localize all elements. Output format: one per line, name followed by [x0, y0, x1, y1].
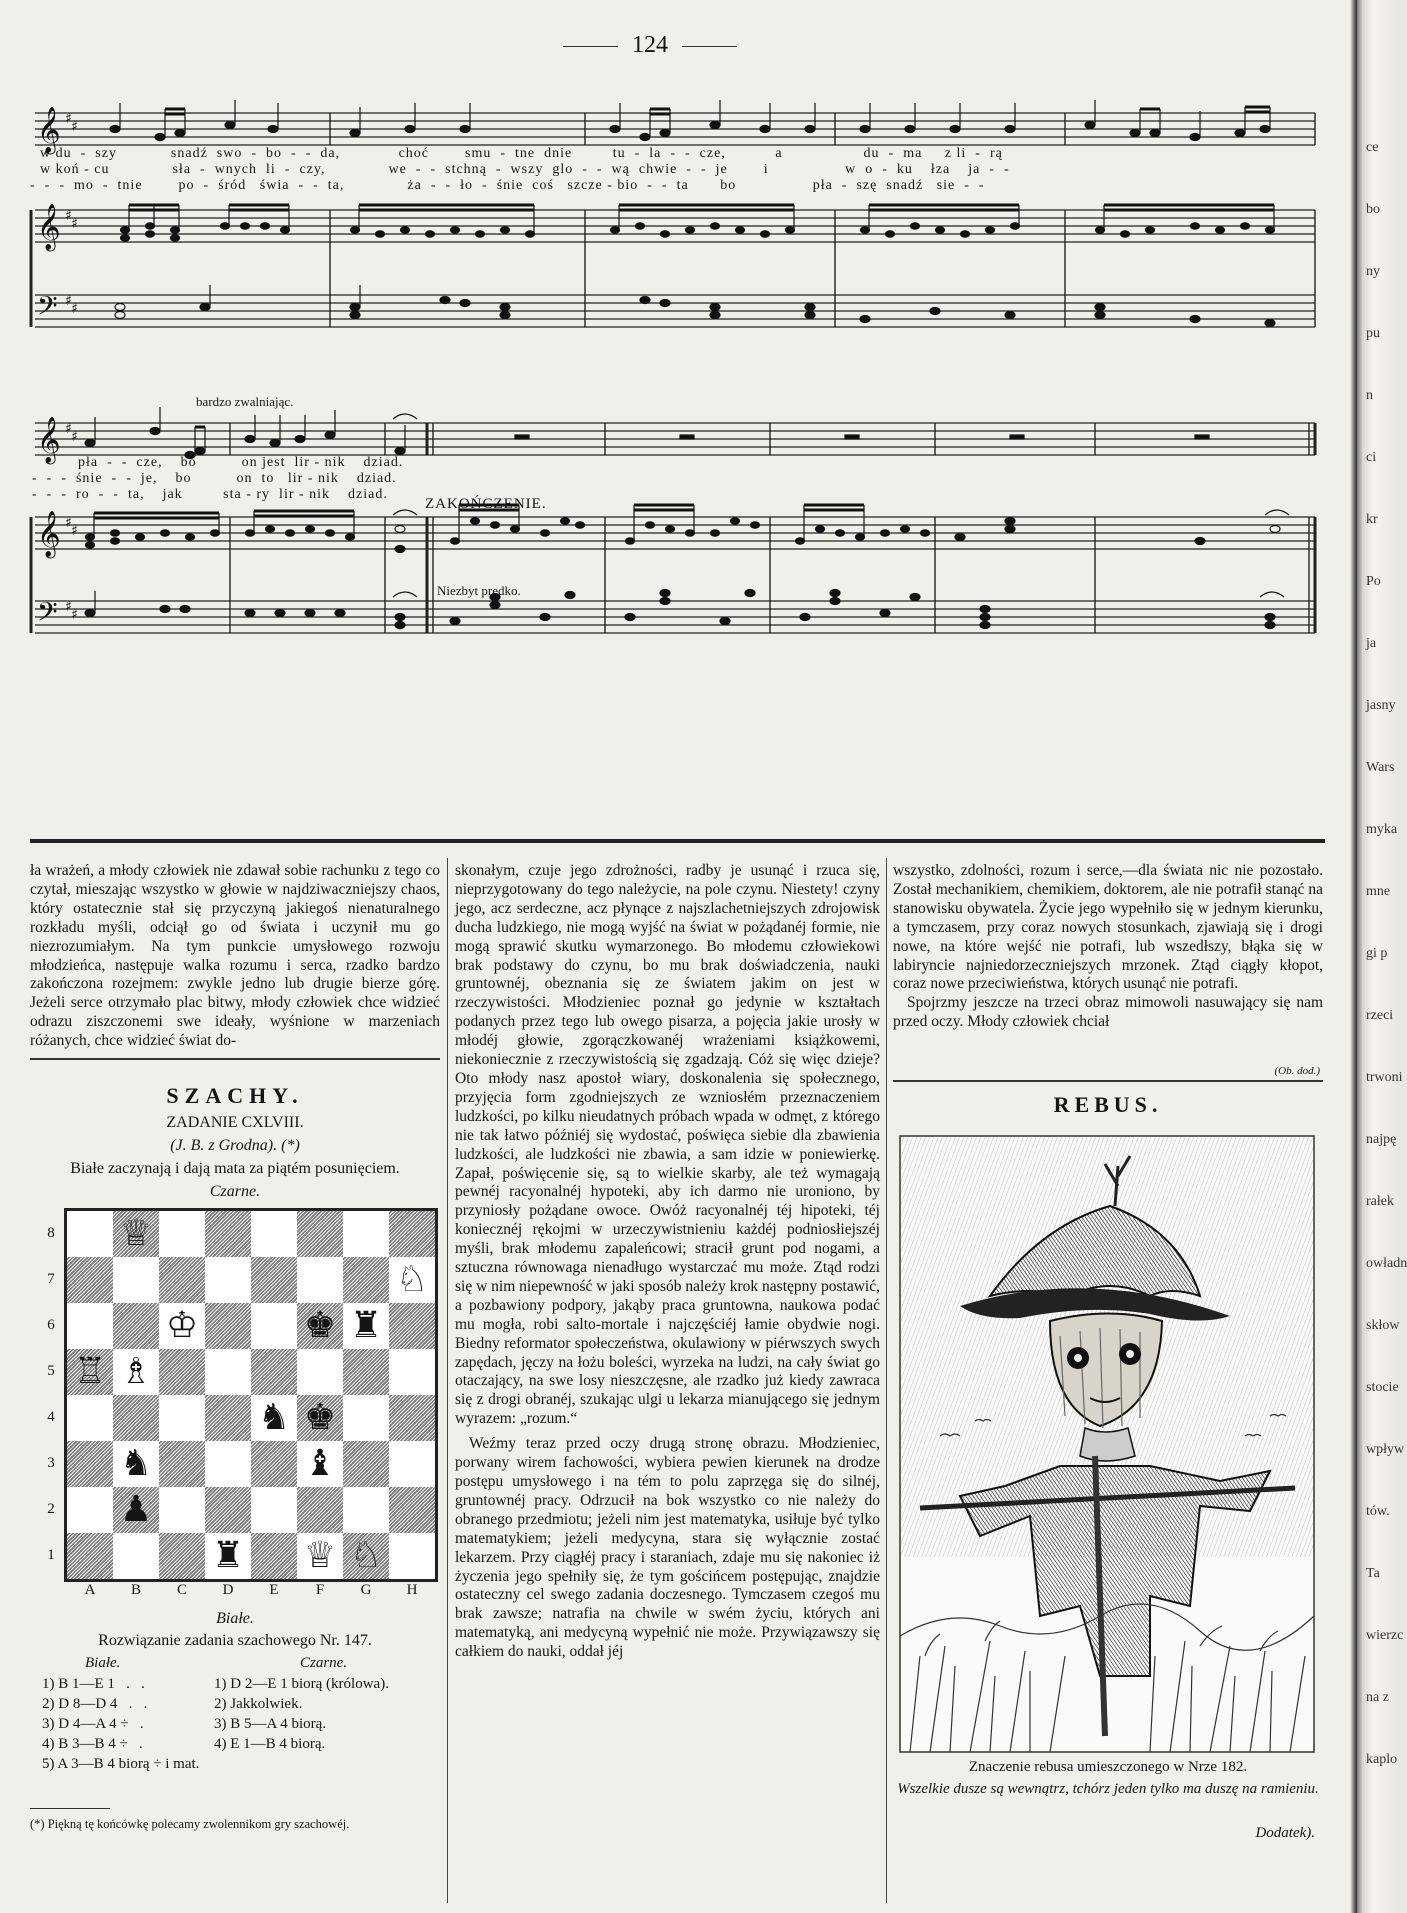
- rank-label: 1: [47, 1547, 55, 1563]
- edge-text-fragment: stocie: [1366, 1380, 1399, 1395]
- board-square-a7: [67, 1257, 113, 1303]
- rebus-heading: REBUS.: [1053, 1092, 1163, 1117]
- edge-text-fragment: gi p: [1366, 946, 1388, 961]
- chess-piece-icon: ♜: [349, 1305, 383, 1346]
- board-square-e7: [251, 1257, 297, 1303]
- music-score-system-2: [25, 405, 1325, 655]
- chess-piece-icon: ♟: [119, 1489, 153, 1530]
- bass-clef-icon: 𝄢: [37, 290, 58, 328]
- board-square-b8: [113, 1211, 159, 1257]
- board-square-e1: [251, 1533, 297, 1579]
- board-square-d6: [205, 1303, 251, 1349]
- board-square-d4: [205, 1395, 251, 1441]
- chess-piece-icon: ♘: [349, 1535, 383, 1576]
- edge-text-fragment: Po: [1366, 574, 1381, 589]
- svg-text:♯: ♯: [71, 607, 78, 623]
- board-square-f1: [297, 1533, 343, 1579]
- board-square-f3: [297, 1441, 343, 1487]
- board-square-e6: [251, 1303, 297, 1349]
- board-square-h5: [389, 1349, 435, 1395]
- board-square-d7: [205, 1257, 251, 1303]
- section-label-zakonczenie: ZAKOŃCZENIE.: [425, 496, 547, 512]
- board-square-g5: [343, 1349, 389, 1395]
- column-rule: [447, 858, 448, 1903]
- board-square-d1: [205, 1533, 251, 1579]
- rank-label: 6: [47, 1317, 55, 1333]
- chess-solution-title: Rozwiązanie zadania szachowego Nr. 147.: [98, 1632, 372, 1649]
- chess-black-label: Czarne.: [209, 1183, 261, 1200]
- chess-white-label: Białe.: [216, 1610, 254, 1627]
- board-square-a8: [67, 1211, 113, 1257]
- board-square-a2: [67, 1487, 113, 1533]
- article-paragraph: Spojrzmy jeszcze na trzeci obraz mimowoli nasuwający się nam przed oczy. Młody człowiek chciał: [893, 994, 1323, 1031]
- chess-piece-icon: ♜: [211, 1535, 245, 1576]
- svg-text:♯: ♯: [71, 301, 78, 317]
- board-square-g4: [343, 1395, 389, 1441]
- edge-text-fragment: kr: [1366, 512, 1378, 527]
- board-square-a3: [67, 1441, 113, 1487]
- board-square-f5: [297, 1349, 343, 1395]
- edge-text-fragment: owładn: [1366, 1256, 1407, 1271]
- continued-note: (Ob. dod.): [1274, 1065, 1320, 1077]
- rebus-scarecrow-illustration: [900, 1136, 1314, 1752]
- edge-text-fragment: kaplo: [1366, 1752, 1398, 1767]
- board-square-a1: [67, 1533, 113, 1579]
- board-square-f7: [297, 1257, 343, 1303]
- treble-clef-icon: 𝄞: [37, 204, 61, 250]
- board-square-g8: [343, 1211, 389, 1257]
- newspaper-page: 124 𝄞 𝄞 𝄢 ♯ ♯ ♯ ♯ ♯ ♯ w du - szy snadź swo - bo - - da, choć smu - tne dnie tu - la - - cze, a du - ma z li - rą w koń - cu sła - wnych li - czy, we - - stchną - wszy glo - - wą chwie - - je i w o - ku łza ja - - - - - mo - tnie po - śród świa - - ta, ża - - ło - śnie coś szcze - bio - - ta bo pła - szę snadź sie - - bardzo zwalniając. 𝄞 𝄞 𝄢 ♯ ♯ ♯ ♯ ♯ ♯ pła - - cze, bo on jest lir - nik dziad. - - - śnie - - je, bo on to lir - nik dziad. - - - ro - - ta, jak sta - ry lir - nik dziad. ZAKOŃCZENIE. Niezbyt prędko. ła wrażeń, a młody człowiek nie zdawał sobie rachunku z tego co czytał, mieszając wszystko w głowie w najdziwaczniejszy chaos, który ostatecznie stał się przyczyną jakiegoś nienaturalnego rozkładu myśli, odciął go od świata i uczynił mu go niezrozumiałym. Na tym punkcie umysłowego rozwoju młodzieńca, następuje walka rozumu i serca, rzadko bardzo zakończona rozejmem: zwykle jedno lub drugie bierze górę. Jeżeli serce otrzymało plac bitwy, młody człowiek chce widzieć odrazu ziszczonemi swe ideały, wyśnione w marzeniach różanych, chce widzieć świat do- SZACHY. ZADANIE CXLVIII. (J. B. z Grodna). (*) Białe zaczynają i dają mata za piątém posunięciem. Czarne. ♕ ♘ ♔ ♚ ♜ ♖ ♗ ♞ ♚ ♞ ♝ ♟ ♜ ♕ ♘ 8 7 6 5 4 3 2 1 A B C D E F G H Białe. Rozwiązanie zadania szachowego Nr. 147. Białe. Czarne. 1) B 1—E 1 . . 1) D 2—E 1 biorą (królowa). 2) D 8—D 4 . . 2) Jakkolwiek. 3) D 4—A 4 ÷ . 3) B 5—A 4 biorą. 4) B 3—B 4 ÷ . 4) E 1—B 4 biorą. 5) A 3—B 4 biorą ÷ i mat. (*) Piękną tę końcówkę polecamy zwolennikom gry szachowéj. skonałym, czuje jego zdrożności, radby je usunąć i rzuca się, nieprzygotowany do tego należycie, na pole czynu. Niestety! czyny jego, acz serdeczne, acz płynące z najszlachetniejszych zdrojowisk ducha ludzkiego, nie mogą wyjść na świat w pożądanéj formie, nie mogą sprawić skutku wymarzonego. Bo młodemu człowiekowi brak podstawy do czynu, bo mu brak doświadczenia, nauki gruntownéj, obeznania się ze światem jakim on jest w rzeczywistości. Młodzieniec poznał go jedynie w kształtach podanych przez tego lub owego pisarza, a pojęcia jakie urosły w młodéj głowie, zgorączkowanéj wrażeniami książkowemi, niekoniecznie z rzeczywistością się zgadzają. Cóż się więc dzieje? Oto młody nasz apostoł wiary, doskonalenia się społecznego, przyjęcia form zgodniejszych ze wzniosłém przeznaczeniem ludzkości, po kilku nieudatnych próbach wpada w odmęt, z którego nie tak łatwo późniéj się wydostać, poświęca siebie dla zbawienia ludzkości, ale ludzkości nie zbawia, a sam idzie w poniewierkę. Zapał, poświęcenie się, są to wielkie skarby, ale też wymagają pewnéj racyonalnéj hypoteki, aby ich darmo nie uroniono, by przyniosły pożądane owoce. Owóż racyonalnéj téj hipoteki, téj koniecznéj rękojmi w urzeczywistnieniu każdéj podniosłiejszéj myśli, brak młodemu zapaleńcowi; stracił grunt pod nogami, a sztuczna równowaga nienadługo wystarczać mu może. Ztąd rodzi się w nim niepewność w jaki sposób należy krok następny postawić, a pozbawiony podpory, jakąby praca gruntowna, naukowa podać mu mogła, robi salto-mortale i najczęściéj łamie obydwie nogi. Biedny reformator społeczeństwa, okulawiony w piérwszych swych zapędach, jęczy na łożu boleści, wyrzeka na ludzi, na cały świat go otaczający, na swe losy nieszczęsne, ale rzadko już kiedy zawraca się z drogi obranéj, szukając ulgi u lekarza mianującego się jednym wyrazem: „rozum.“ Weźmy teraz przed oczy drugą stronę obrazu. Młodzieniec, porwany wirem fachowości, wybiera pewien kierunek na drodze postępu umysłowego i na tém to polu zaprzęga się do silnéj, gruntownéj pracy. Odrzucił na bok wszystko co nie należy do obranego przedmiotu; jeżeli nim jest matematyka, usiłuje być tylko matematykiem; jeżeli medycyna, stara się wyłącznie zostać lekarzem. Przy ciągłéj pracy i staraniach, zdaje mu się nakoniec iż życzenia jego spełniły się, że tym gościńcem postępując, znajdzie ostateczny cel swego zadania doczesnego. Tymczasem czegoś mu brak zawsze; natrafia na chwile w swém życiu, których ani matematyką, ani medycyną wypełnić nie może. Przywiązawszy się całkiem do nauki, oddał jéj wszystko, zdolności, rozum i serce,—dla świata nic nie pozostało. Został mechanikiem, chemikiem, doktorem, ale nie potrafił stanąć na stanowisku obywatela. Życie jego wypełniło się w jednym kierunku, a tymczasem, przy coraz nowych stosunkach, zjawiają się i drogi nowe, na które wejść nie potrafi, lub wszedłszy, błąka się w labiryncie najniedorzeczniejszych mrzonek. Ztąd ciągły kłopot, coraz nowe przeciwieństwa, których usunąć nie potrafi. Spojrzmy jeszcze na trzeci obraz mimowoli nasuwający się nam przed oczy. Młody człowiek chciał (Ob. dod.) REBUS. Znaczenie rebusa umieszczonego w Nrze 182. Wszelkie dusze są wewnątrz, tchórz jeden tylko ma duszę na ramieniu. Dodatek). ce bo ny pu n ci kr Po ja jasny Wars myka mne gi p rzeci trwoni najpę rałek owładn skłow stocie wpływ tów. Ta wierzc na z kaplo: [0, 0, 1398, 1913]
- board-square-d2: [205, 1487, 251, 1533]
- rank-label: 8: [47, 1225, 55, 1241]
- board-square-g3: [343, 1441, 389, 1487]
- edge-text-fragment: wierzc: [1366, 1628, 1404, 1643]
- piano-notes-1: [115, 205, 1275, 327]
- rebus-signature: Dodatek).: [1255, 1825, 1315, 1841]
- chess-heading: SZACHY.: [166, 1083, 304, 1108]
- edge-text-fragment: najpę: [1366, 1132, 1397, 1147]
- chess-piece-icon: ♕: [303, 1535, 337, 1576]
- file-label: E: [269, 1582, 279, 1598]
- treble-clef-icon: 𝄞: [37, 511, 61, 557]
- board-square-a5: [67, 1349, 113, 1395]
- lyrics-line: - - - mo - tnie po - śród świa - - ta, ża - - ło - śnie coś szcze - bio - - ta bo pła - szę snadź sie - -: [30, 178, 985, 193]
- article-paragraph: ła wrażeń, a młody człowiek nie zdawał sobie rachunku z tego co czytał, mieszając wszystko w głowie w najdziwaczniejszy chaos, który ostatecznie stał się przyczyną jakiegoś nienaturalnego rozkładu myśli, odciął go od świata i uczynił mu go niezrozumiałym. Na tym punkcie umysłowego rozwoju młodzieńca, następuje walka rozumu i serca, rzadko bardzo zakończona rozejmem: zwykle jedno lub drugie bierze górę. Jeżeli serce otrzymało plac bitwy, młody człowiek chce widzieć odrazu ziszczonemi swe ideały, wyśnione w marzeniach różanych, chce widzieć świat do-: [30, 862, 440, 1050]
- chess-piece-icon: ♚: [303, 1397, 337, 1438]
- edge-text-fragment: mne: [1366, 884, 1391, 899]
- edge-text-fragment: jasny: [1366, 698, 1396, 713]
- edge-text-fragment: wpływ: [1366, 1442, 1405, 1457]
- edge-text-fragment: ny: [1366, 264, 1380, 279]
- edge-text-fragment: myka: [1366, 822, 1398, 837]
- board-square-e2: [251, 1487, 297, 1533]
- music-score-system-1: [25, 95, 1325, 335]
- solution-white-heading: Białe.: [85, 1655, 121, 1671]
- article-column-2: [455, 862, 880, 1662]
- board-square-g2: [343, 1487, 389, 1533]
- piano-bass-staff-2: [35, 601, 1315, 633]
- edge-text-fragment: ci: [1366, 450, 1377, 465]
- treble-clef-icon: 𝄞: [37, 107, 61, 153]
- board-square-h3: [389, 1441, 435, 1487]
- file-label: B: [130, 1582, 141, 1598]
- chess-piece-icon: ♗: [119, 1351, 153, 1392]
- board-square-e5: [251, 1349, 297, 1395]
- svg-text:♯: ♯: [65, 599, 72, 615]
- edge-text-fragment: pu: [1366, 326, 1380, 341]
- edge-text-fragment: rzeci: [1366, 1008, 1394, 1023]
- lyrics-line: - - - ro - - ta, jak sta - ry lir - nik dziad.: [32, 487, 388, 502]
- edge-text-fragment: Ta: [1366, 1566, 1380, 1581]
- piano-notes-2: [85, 505, 1280, 629]
- edge-text-fragment: ce: [1366, 140, 1379, 155]
- svg-text:♯: ♯: [65, 293, 72, 309]
- chess-piece-icon: ♚: [303, 1305, 337, 1346]
- board-square-c1: [159, 1533, 205, 1579]
- board-square-c8: [159, 1211, 205, 1257]
- file-label: D: [222, 1582, 234, 1598]
- chess-piece-icon: ♞: [257, 1397, 291, 1438]
- svg-text:♯: ♯: [65, 111, 72, 127]
- article-paragraph: skonałym, czuje jego zdrożności, radby je usunąć i rzuca się, nieprzygotowany do tego należycie, na pole czynu. Niestety! czyny jego, acz serdeczne, acz płynące z najszlachetniejszych zdrojowisk ducha ludzkiego, nie mogą wyjść na świat w pożądanéj formie, nie mogą sprawić skutku wymarzonego. Bo młodemu człowiekowi brak podstawy do czynu, bo mu brak doświadczenia, nauki gruntownéj, obeznania się ze światem jakim on jest w rzeczywistości. Młodzieniec poznał go jedynie w kształtach podanych przez tego lub owego pisarza, a pojęcia jakie urosły w młodéj głowie, zgorączkowanéj wrażeniami książkowemi, niekoniecznie z rzeczywistością się zgadzają. Cóż się więc dzieje? Oto młody nasz apostoł wiary, doskonalenia się społecznego, przyjęcia form zgodniejszych ze wzniosłém przeznaczeniem ludzkości, po kilku nieudatnych próbach wpada w odmęt, z którego nie tak łatwo późniéj się wydostać, poświęca siebie dla zbawienia ludzkości, ale ludzkości nie zbawia, a sam idzie w poniewierkę. Zapał, poświęcenie się, są to wielkie skarby, ale też wymagają pewnéj racyonalnéj hypoteki, aby ich darmo nie uroniono, by przyniosły pożądane owoce. Owóż racyonalnéj téj hipoteki, téj koniecznéj rękojmi w urzeczywistnieniu każdéj podniosłiejszéj myśli, brak młodemu zapaleńcowi; stracił grunt pod nogami, a sztuczna równowaga nienadługo wystarczać mu może. Ztąd rodzi się w nim niepewność w jaki sposób należy krok następny postawić, a pozbawiony podpory, jakąby praca gruntowna, naukowa podać mu mogła, robi salto-mortale i najczęściéj łamie obydwie nogi. Biedny reformator społeczeństwa, okulawiony w piérwszych swych zapędach, jęczy na łożu boleści, wyrzeka na ludzi, na cały świat go otaczający, na swe losy nieszczęsne, ale rzadko już kiedy zawraca się z drogi obranéj, szukając ulgi u lekarza mianującego się jednym wyrazem: „rozum.“: [455, 862, 880, 1428]
- board-square-b7: [113, 1257, 159, 1303]
- edge-text-fragment: tów.: [1366, 1504, 1390, 1519]
- edge-text-fragment: bo: [1366, 202, 1380, 217]
- chess-piece-icon: ♖: [73, 1351, 107, 1392]
- board-square-a6: [67, 1303, 113, 1349]
- piano-treble-staff-2: [35, 517, 1315, 549]
- adjacent-page-edge: [1362, 0, 1407, 1913]
- section-divider: [30, 839, 1325, 843]
- chess-piece-icon: ♞: [119, 1443, 153, 1484]
- file-label: C: [176, 1582, 187, 1598]
- board-square-b2: [113, 1487, 159, 1533]
- file-label: H: [406, 1582, 418, 1598]
- page-number: 124: [540, 32, 760, 59]
- edge-text-fragment: ja: [1366, 636, 1377, 651]
- board-square-e8: [251, 1211, 297, 1257]
- rank-label: 3: [47, 1455, 55, 1471]
- board-square-h7: [389, 1257, 435, 1303]
- board-square-f6: [297, 1303, 343, 1349]
- board-square-d8: [205, 1211, 251, 1257]
- board-square-b4: [113, 1395, 159, 1441]
- chess-piece-icon: ♔: [165, 1305, 199, 1346]
- board-square-b3: [113, 1441, 159, 1487]
- board-square-c5: [159, 1349, 205, 1395]
- edge-text-fragment: trwoni: [1366, 1070, 1403, 1085]
- board-square-h6: [389, 1303, 435, 1349]
- board-square-h2: [389, 1487, 435, 1533]
- board-square-b5: [113, 1349, 159, 1395]
- article-column-1: [30, 862, 440, 1051]
- board-square-h8: [389, 1211, 435, 1257]
- board-square-f8: [297, 1211, 343, 1257]
- chess-piece-icon: ♝: [303, 1443, 337, 1484]
- file-label: G: [360, 1582, 372, 1598]
- column-1-separator: [30, 1058, 440, 1060]
- rebus-caption: Znaczenie rebusa umieszczonego w Nrze 182.: [968, 1759, 1248, 1775]
- edge-text-fragment: n: [1366, 388, 1373, 403]
- board-square-g7: [343, 1257, 389, 1303]
- rank-label: 2: [47, 1501, 55, 1517]
- chess-footnote: (*) Piękną tę końcówkę polecamy zwolennikom gry szachowéj.: [30, 1817, 350, 1831]
- board-square-b1: [113, 1533, 159, 1579]
- edge-text-fragment: skłow: [1366, 1318, 1400, 1333]
- column-3-separator: [893, 1080, 1323, 1082]
- lyrics-line: w koń - cu sła - wnych li - czy, we - - stchną - wszy glo - - wą chwie - - je i w o - ku łza ja - -: [40, 162, 1010, 177]
- chess-piece-icon: ♘: [395, 1259, 429, 1300]
- voice-notes-2: [85, 407, 1209, 459]
- chess-instruction: Białe zaczynają i dają mata za piątém posunięciem.: [70, 1160, 400, 1177]
- column-rule: [886, 858, 887, 1903]
- chess-piece-icon: ♕: [119, 1213, 153, 1254]
- board-square-g6: [343, 1303, 389, 1349]
- svg-text:♯: ♯: [65, 515, 72, 531]
- rank-label: 7: [47, 1271, 55, 1287]
- file-label: F: [315, 1582, 325, 1598]
- article-column-3: [893, 862, 1323, 1032]
- svg-text:♯: ♯: [71, 523, 78, 539]
- rebus-answer: Wszelkie dusze są wewnątrz, tchórz jeden tylko ma duszę na ramieniu.: [897, 1781, 1319, 1797]
- footnote-rule: [30, 1808, 110, 1809]
- svg-text:♯: ♯: [71, 216, 78, 232]
- lyrics-line: - - - śnie - - je, bo on to lir - nik dziad.: [32, 471, 397, 486]
- file-label: A: [84, 1582, 96, 1598]
- article-paragraph: wszystko, zdolności, rozum i serce,—dla świata nic nie pozostało. Został mechanikiem, chemikiem, doktorem, ale nie potrafił stanąć na stanowisku obywatela. Życie jego wypełniło się w jednym kierunku, a tymczasem, przy coraz nowych stosunkach, zjawiają się i drogi nowe, na które wejść nie potrafi, lub wszedłszy, błąka się w labiryncie najniedorzeczniejszych mrzonek. Ztąd ciągły kłopot, coraz nowe przeciwieństwa, których usunąć nie potrafi.: [893, 862, 1323, 993]
- chess-board: [64, 1208, 438, 1582]
- lyrics-line: w du - szy snadź swo - bo - - da, choć smu - tne dnie tu - la - - cze, a du - ma z li - rą: [40, 146, 1003, 161]
- board-square-d5: [205, 1349, 251, 1395]
- board-square-a4: [67, 1395, 113, 1441]
- piano-bass-staff-1: [35, 295, 1315, 327]
- board-square-c4: [159, 1395, 205, 1441]
- svg-text:♯: ♯: [65, 208, 72, 224]
- board-square-c6: [159, 1303, 205, 1349]
- board-square-e3: [251, 1441, 297, 1487]
- board-square-c7: [159, 1257, 205, 1303]
- solution-black-heading: Czarne.: [300, 1655, 348, 1671]
- chess-problem-number: ZADANIE CXLVIII.: [166, 1114, 304, 1131]
- lyrics-line: pła - - cze, bo on jest lir - nik dziad.: [78, 455, 404, 470]
- board-square-h4: [389, 1395, 435, 1441]
- voice-staff-1: [35, 113, 1315, 145]
- board-square-e4: [251, 1395, 297, 1441]
- article-paragraph: Weźmy teraz przed oczy drugą stronę obrazu. Młodzieniec, porwany wirem fachowości, wybiera pewien kierunek na drodze postępu umysłowego i na tém to polu zaprzęga się do silnéj, gruntownéj pracy. Odrzucił na bok wszystko co nie należy do obranego przedmiotu; jeżeli nim jest matematyka, usiłuje być tylko matematykiem; jeżeli medycyna, stara się wyłącznie zostać lekarzem. Przy ciągłéj pracy i staraniach, zdaje mu się nakoniec iż życzenia jego spełniły się, że tym gościńcem postępując, znajdzie ostateczny cel swego zadania doczesnego. Tymczasem czegoś mu brak zawsze; natrafia na chwile w swém życiu, których ani matematyką, ani medycyną wypełnić nie może. Przywiązawszy się całkiem do nauki, oddał jéj: [455, 1435, 880, 1661]
- board-square-b6: [113, 1303, 159, 1349]
- board-square-g1: [343, 1533, 389, 1579]
- board-square-f4: [297, 1395, 343, 1441]
- svg-text:♯: ♯: [65, 421, 72, 437]
- treble-clef-icon: 𝄞: [37, 417, 61, 463]
- board-square-f2: [297, 1487, 343, 1533]
- board-square-c3: [159, 1441, 205, 1487]
- board-square-c2: [159, 1487, 205, 1533]
- board-square-h1: [389, 1533, 435, 1579]
- svg-text:♯: ♯: [71, 119, 78, 135]
- edge-text-fragment: rałek: [1366, 1194, 1394, 1209]
- chess-author: (J. B. z Grodna). (*): [170, 1137, 300, 1154]
- rank-label: 4: [47, 1409, 55, 1425]
- svg-text:♯: ♯: [71, 429, 78, 445]
- bass-clef-icon: 𝄢: [37, 596, 58, 634]
- board-square-d3: [205, 1441, 251, 1487]
- edge-text-fragment: Wars: [1366, 760, 1395, 775]
- tempo-marking: bardzo zwalniając.: [196, 394, 294, 409]
- tempo-marking: Niezbyt prędko.: [437, 583, 521, 598]
- rank-label: 5: [47, 1363, 55, 1379]
- edge-text-fragment: na z: [1366, 1690, 1389, 1705]
- voice-staff-2: [35, 423, 1315, 455]
- voice-notes-1: [110, 100, 1270, 141]
